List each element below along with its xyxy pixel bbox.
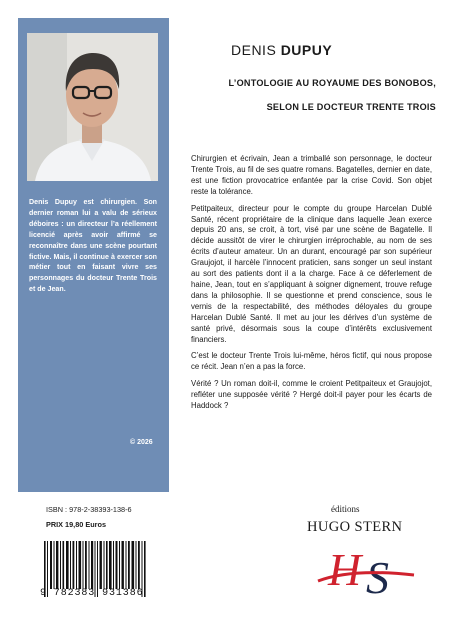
author-first-name: DENIS bbox=[231, 42, 277, 58]
summary-paragraph: Petitpaiteux, directeur pour le compte du groupe Harcelan Dublé Santé, récent propriétaire de la clinique dans laquelle Jean exerce depuis 20 ans, se croit, à tort, visé par une scène de Bagatelle. Il décide aussitôt de virer le chirurgien irréprochable, au nom de ses écrits d’auteur amateur. Un an durant, encouragé par son supérieur Graujojot, il harcèle l’innocent praticien, sans songer un seul instant au sort des patients dont il a la charge. Face à ce déferlement de haine, Jean, tout en s’appliquant à soigner dignement, trouve refuge dans la philosophie. Il se questionne et prend conscience, sous le vernis de la respectabilité, des méthodes déloyales du groupe Harcelan Dublé Santé. Il met au jour les dérives d’un système de santé privé, désormais sous la coupe d’intérêts exclusivement financiers. bbox=[191, 203, 432, 344]
price-text: PRIX 19,80 Euros bbox=[46, 520, 107, 529]
publisher-logo bbox=[316, 541, 416, 603]
svg-text:H: H bbox=[328, 544, 362, 595]
author-name bbox=[231, 42, 431, 58]
author-photo bbox=[27, 33, 158, 181]
publisher-name: HUGO STERN bbox=[307, 519, 403, 535]
publisher-prefix: éditions bbox=[331, 504, 360, 514]
summary-paragraph: C’est le docteur Trente Trois lui-même, héros fictif, qui nous propose ce récit. Jean n’en a pas la force. bbox=[191, 351, 432, 372]
copyright-notice: © 2026 bbox=[130, 439, 153, 446]
author-portrait-image bbox=[27, 33, 158, 181]
back-cover-summary bbox=[191, 154, 432, 418]
author-last-name: DUPUY bbox=[280, 42, 333, 58]
book-title-line-1: L’ONTOLOGIE AU ROYAUME DES BONOBOS, bbox=[228, 78, 436, 88]
isbn-text: ISBN : 978-2-38393-138-6 bbox=[46, 505, 132, 514]
book-title-line-2: SELON LE DOCTEUR TRENTE TROIS bbox=[266, 102, 436, 112]
summary-paragraph: Vérité ? Un roman doit-il, comme le croient Petitpaiteux et Graujojot, refléter une supposée vérité ? Hergé doit-il payer pour les écarts de Haddock ? bbox=[191, 379, 432, 411]
summary-paragraph: Chirurgien et écrivain, Jean a trimballé son personnage, le docteur Trente Trois, au fil de ses quatre romans. Bagatelles, dernier en date, est une fiction provocatrice enfantée par la crise Covid. Son objet reste la tolérance. bbox=[191, 154, 432, 196]
barcode-number: 9 782383 931386 bbox=[40, 588, 144, 599]
author-bio: Denis Dupuy est chirurgien. Son dernier roman lui a valu de sérieux déboires : un directeur l’a réellement licencié après avoir affirmé se reconnaître dans une scène pourtant fictive. Mais, il continue à exercer son métier tout en faisant vivre ses personnages du docteur Trente Trois et de Jean. bbox=[29, 198, 157, 294]
svg-text:S: S bbox=[366, 552, 389, 603]
